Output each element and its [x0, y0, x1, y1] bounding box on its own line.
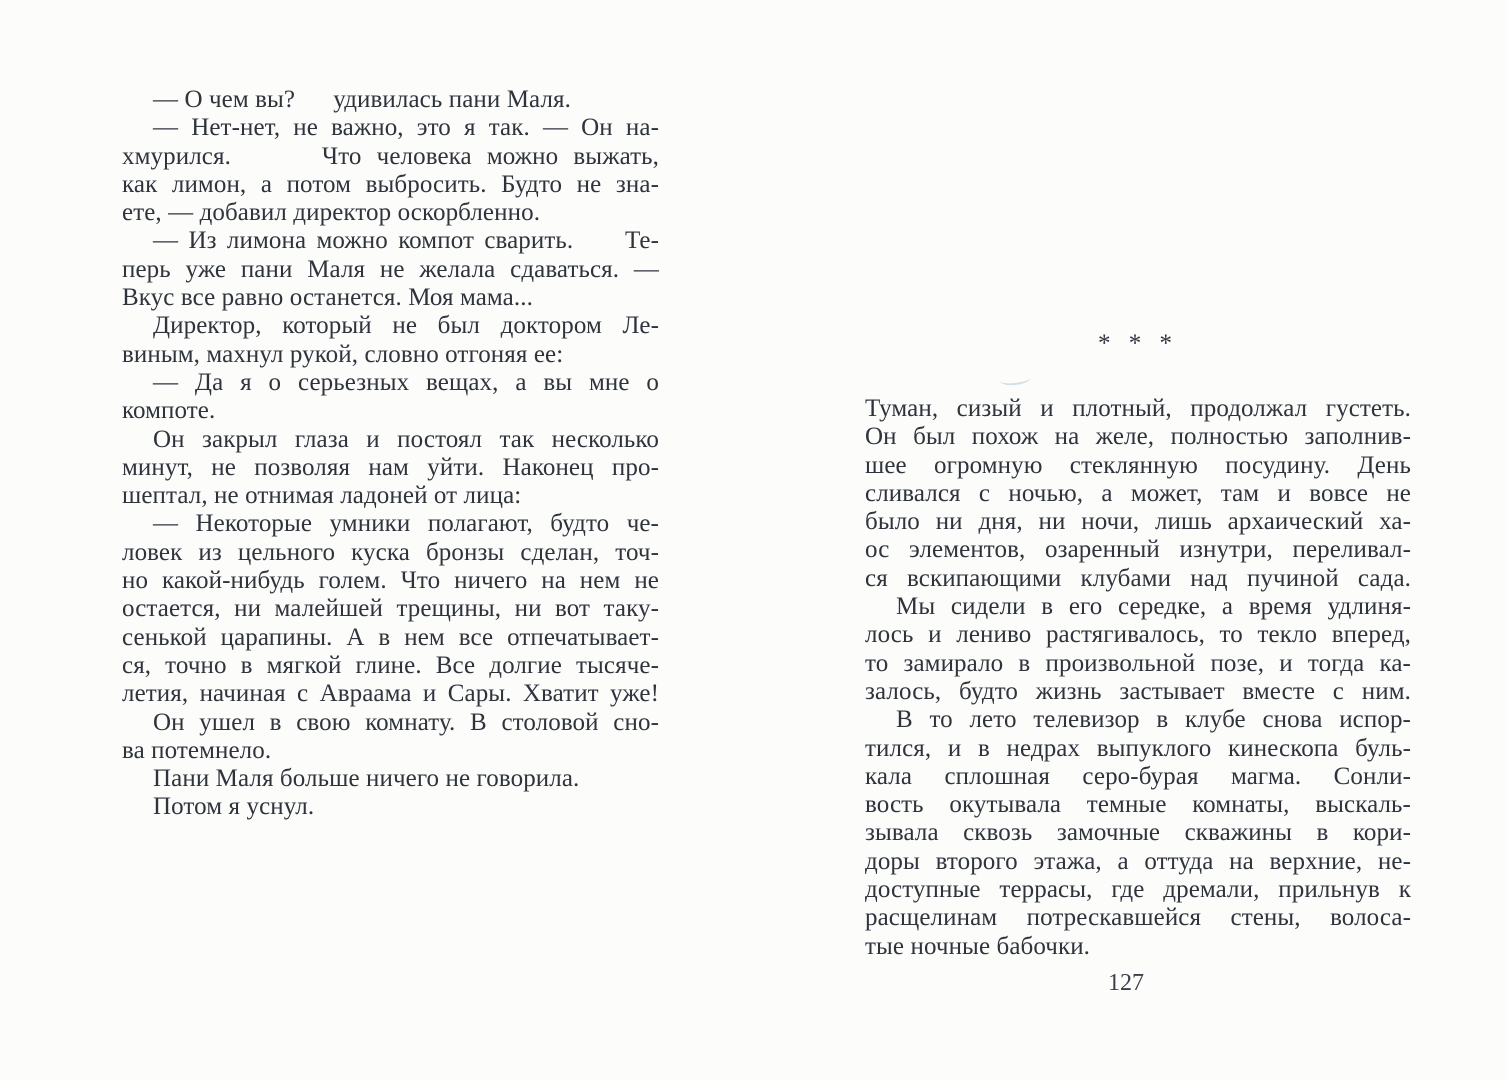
- text-line: Туман, сизый и плотный, продолжал густеть.: [865, 395, 1411, 422]
- text-line: лось и лениво растягивалось, то текло вперед,: [865, 621, 1411, 649]
- text-line: шее огромную стеклянную посудину. День: [865, 451, 1411, 479]
- text-line: виным, махнул рукой, словно отгоняя ее:: [122, 340, 564, 368]
- text-line: Он закрыл глаза и постоял так несколько: [153, 425, 659, 453]
- text-line: Директор, который не был доктором Ле-: [153, 312, 659, 340]
- text-line: В то лето телевизор в клубе снова испор-: [896, 706, 1411, 734]
- page-number: 127: [1108, 970, 1144, 996]
- text-line: как лимон, а потом выбросить. Будто не зна-: [122, 170, 659, 198]
- text-line: но какой-нибудь голем. Что ничего на нем не: [122, 567, 659, 595]
- text-line: тился, и в недрах выпуклого кинескопа буль-: [865, 734, 1411, 762]
- text-line: сенькой царапины. А в нем все отпечатывает-: [122, 623, 659, 651]
- text-line: шептал, не отнимая ладоней от лица:: [122, 482, 522, 510]
- text-line: расщелинам потрескавшейся стены, волоса-: [865, 904, 1411, 932]
- text-line: — Да я о серьезных вещах, а вы мне о: [153, 368, 659, 396]
- text-line: кала сплошная серо-бурая магма. Сонли-: [865, 762, 1411, 790]
- text-line: тые ночные бабочки.: [865, 932, 1091, 960]
- text-line: зывала сквозь замочные скважины в кори-: [865, 819, 1411, 847]
- left-page-text-column: [122, 86, 659, 822]
- text-line: было ни дня, ни ночи, лишь архаический ха-: [865, 508, 1411, 536]
- text-line: ва потемнело.: [122, 736, 272, 764]
- text-line: Потом я уснул.: [153, 793, 315, 821]
- text-line: ся вскипающими клубами над пучиной сада.: [865, 564, 1411, 592]
- text-line: Он ушел в свою комнату. В столовой сно-: [153, 708, 659, 736]
- text-line: компоте.: [122, 397, 216, 425]
- text-line: — Из лимона можно компот сварить. Те-: [153, 227, 659, 255]
- text-line: — Нет-нет, не важно, это я так. — Он на-: [153, 114, 659, 142]
- section-break-asterisks: * * *: [1098, 330, 1178, 357]
- text-line: доступные террасы, где дремали, прильнув к: [865, 876, 1411, 904]
- text-line: вость окутывала темные комнаты, выскаль-: [865, 791, 1411, 819]
- text-line: сливался с ночью, а может, там и вовсе не: [865, 479, 1411, 507]
- text-line: ловек из цельного куска бронзы сделан, точ-: [122, 538, 659, 566]
- text-line: ос элементов, озаренный изнутри, переливал-: [865, 536, 1411, 564]
- text-line: перь уже пани Маля не желала сдаваться. —: [122, 255, 659, 283]
- text-line: то замирало в произвольной позе, и тогда ка-: [865, 649, 1411, 677]
- text-line: ете, — добавил директор оскорбленно.: [122, 199, 541, 227]
- text-line: остается, ни малейшей трещины, ни вот таку-: [122, 595, 659, 623]
- text-line: Пани Маля больше ничего не говорила.: [153, 765, 580, 793]
- text-line: летия, начиная с Авраама и Сары. Хватит уже!: [122, 680, 659, 708]
- text-line: — Некоторые умники полагают, будто че-: [153, 510, 659, 538]
- text-line: залось, будто жизнь застывает вместе с ним.: [865, 677, 1411, 705]
- text-line: ся, точно в мягкой глине. Все долгие тысяче-: [122, 651, 659, 679]
- text-line: Вкус все равно останется. Моя мама...: [122, 284, 533, 312]
- text-line: доры второго этажа, а оттуда на верхние, не-: [865, 847, 1411, 875]
- text-line: Он был похож на желе, полностью заполнив-: [865, 423, 1411, 451]
- right-page-text-column: [865, 395, 1411, 961]
- text-line: хмурился. Что человека можно выжать,: [122, 142, 659, 170]
- text-line: — О чем вы? удивилась пани Маля.: [153, 86, 571, 113]
- text-line: Мы сидели в его середке, а время удлиня-: [896, 593, 1411, 621]
- scan-smudge-artifact: [1000, 372, 1031, 386]
- text-line: минут, не позволяя нам уйти. Наконец про-: [122, 453, 659, 481]
